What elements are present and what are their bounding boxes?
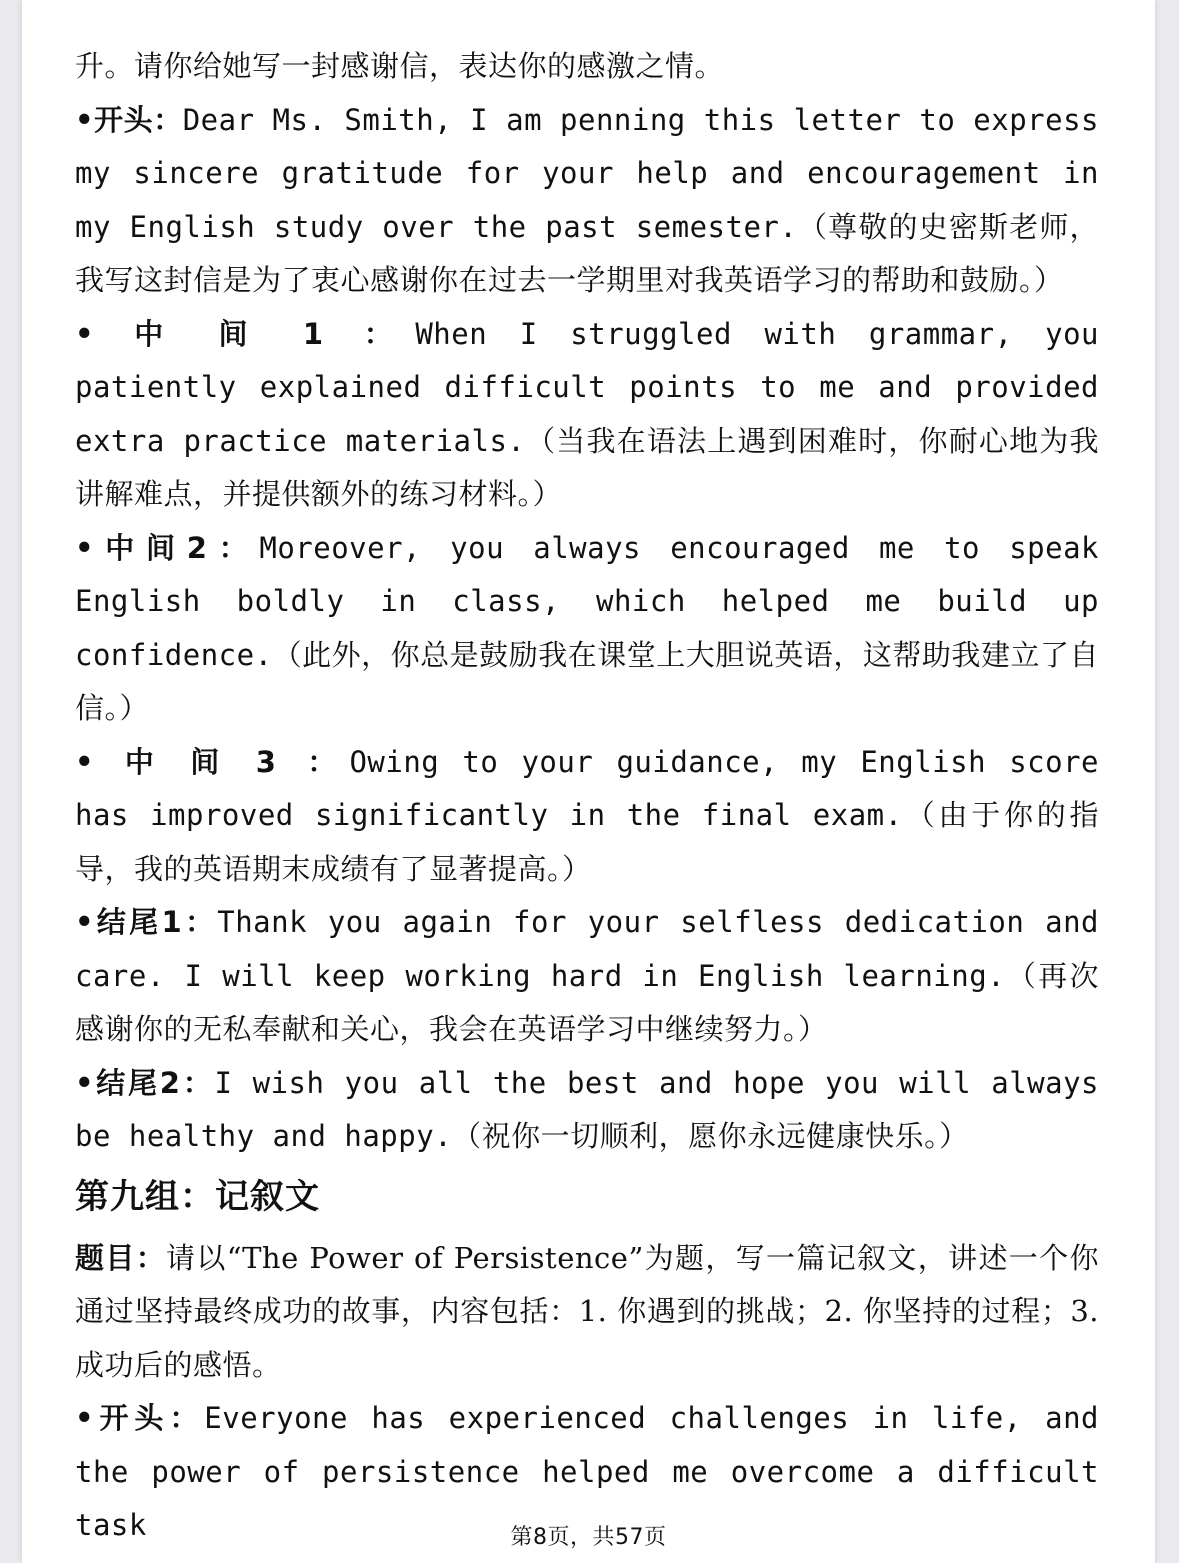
letter-middle-1	[75, 308, 1099, 522]
middle3-chinese: （由于你的指导，我的英语期末成绩有了显著提高。）	[75, 798, 1099, 886]
section-heading: 第九组：记叙文	[75, 1176, 320, 1217]
narrative-opening-english: Everyone has experienced challenges in life, and the power of persistence helped me overcome a difficult task	[75, 1401, 1099, 1542]
ending1-label: •结尾1：	[75, 905, 218, 939]
ending2-label: •结尾2：	[75, 1065, 215, 1100]
letter-ending-1	[75, 896, 1099, 1057]
prompt-label: 题目：	[75, 1240, 167, 1275]
letter-middle-3	[75, 736, 1099, 897]
middle2-chinese: （此外，你总是鼓励我在课堂上大胆说英语，这帮助我建立了自信。）	[75, 637, 1099, 725]
middle3-label: • 中 间 3 ：	[75, 744, 350, 779]
ending2-chinese: （祝你一切顺利，愿你永远健康快乐。）	[452, 1119, 969, 1153]
section-prompt	[75, 1232, 1099, 1393]
document-page	[22, 0, 1155, 1563]
letter-middle-2	[75, 522, 1099, 736]
page-content	[75, 40, 1099, 1553]
opening-chinese: （尊敬的史密斯老师，我写这封信是为了衷心感谢你在过去一学期里对我英语学习的帮助和鼓励。）	[75, 209, 1099, 297]
ending1-english: Thank you again for your selfless dedication and care. I will keep working hard in English learning.	[75, 905, 1099, 993]
middle3-english: Owing to your guidance, my English score has improved significantly in the final exam.	[75, 744, 1099, 832]
letter-opening	[75, 94, 1099, 308]
narrative-opening-label: •开头：	[75, 1401, 205, 1435]
page-footer: 第8页，共57页	[510, 1525, 667, 1550]
middle2-label: •中间2：	[75, 530, 260, 565]
ending1-chinese: （再次感谢你的无私奉献和关心，我会在英语学习中继续努力。）	[75, 958, 1099, 1046]
middle1-chinese: （当我在语法上遇到困难时，你耐心地为我讲解难点，并提供额外的练习材料。）	[75, 423, 1099, 511]
prompt-text: 请以“The Power of Persistence”为题，写一篇记叙文，讲述一个你通过坚持最终成功的故事，内容包括：1. 你遇到的挑战；2. 你坚持的过程；3. 成功后的感悟。	[75, 1240, 1099, 1382]
ending2-english: I wish you all the best and hope you will always be healthy and happy.	[75, 1065, 1100, 1153]
opening-english: Dear Ms. Smith, I am penning this letter to express my sincere gratitude for your help and encouragement in my English study over the past semester.	[75, 102, 1099, 244]
middle1-english: When I struggled with grammar, you patiently explained difficult points to me and provided extra practice materials.	[75, 316, 1099, 458]
opening-label: •开头：	[75, 102, 183, 137]
middle2-english: Moreover, you always encouraged me to speak English boldly in class, which helped me build up confidence.	[75, 530, 1099, 672]
middle1-label: • 中 间 1 ：	[75, 316, 416, 351]
lead-line: 升。请你给她写一封感谢信，表达你的感激之情。	[75, 49, 725, 83]
letter-ending-2	[75, 1057, 1099, 1164]
